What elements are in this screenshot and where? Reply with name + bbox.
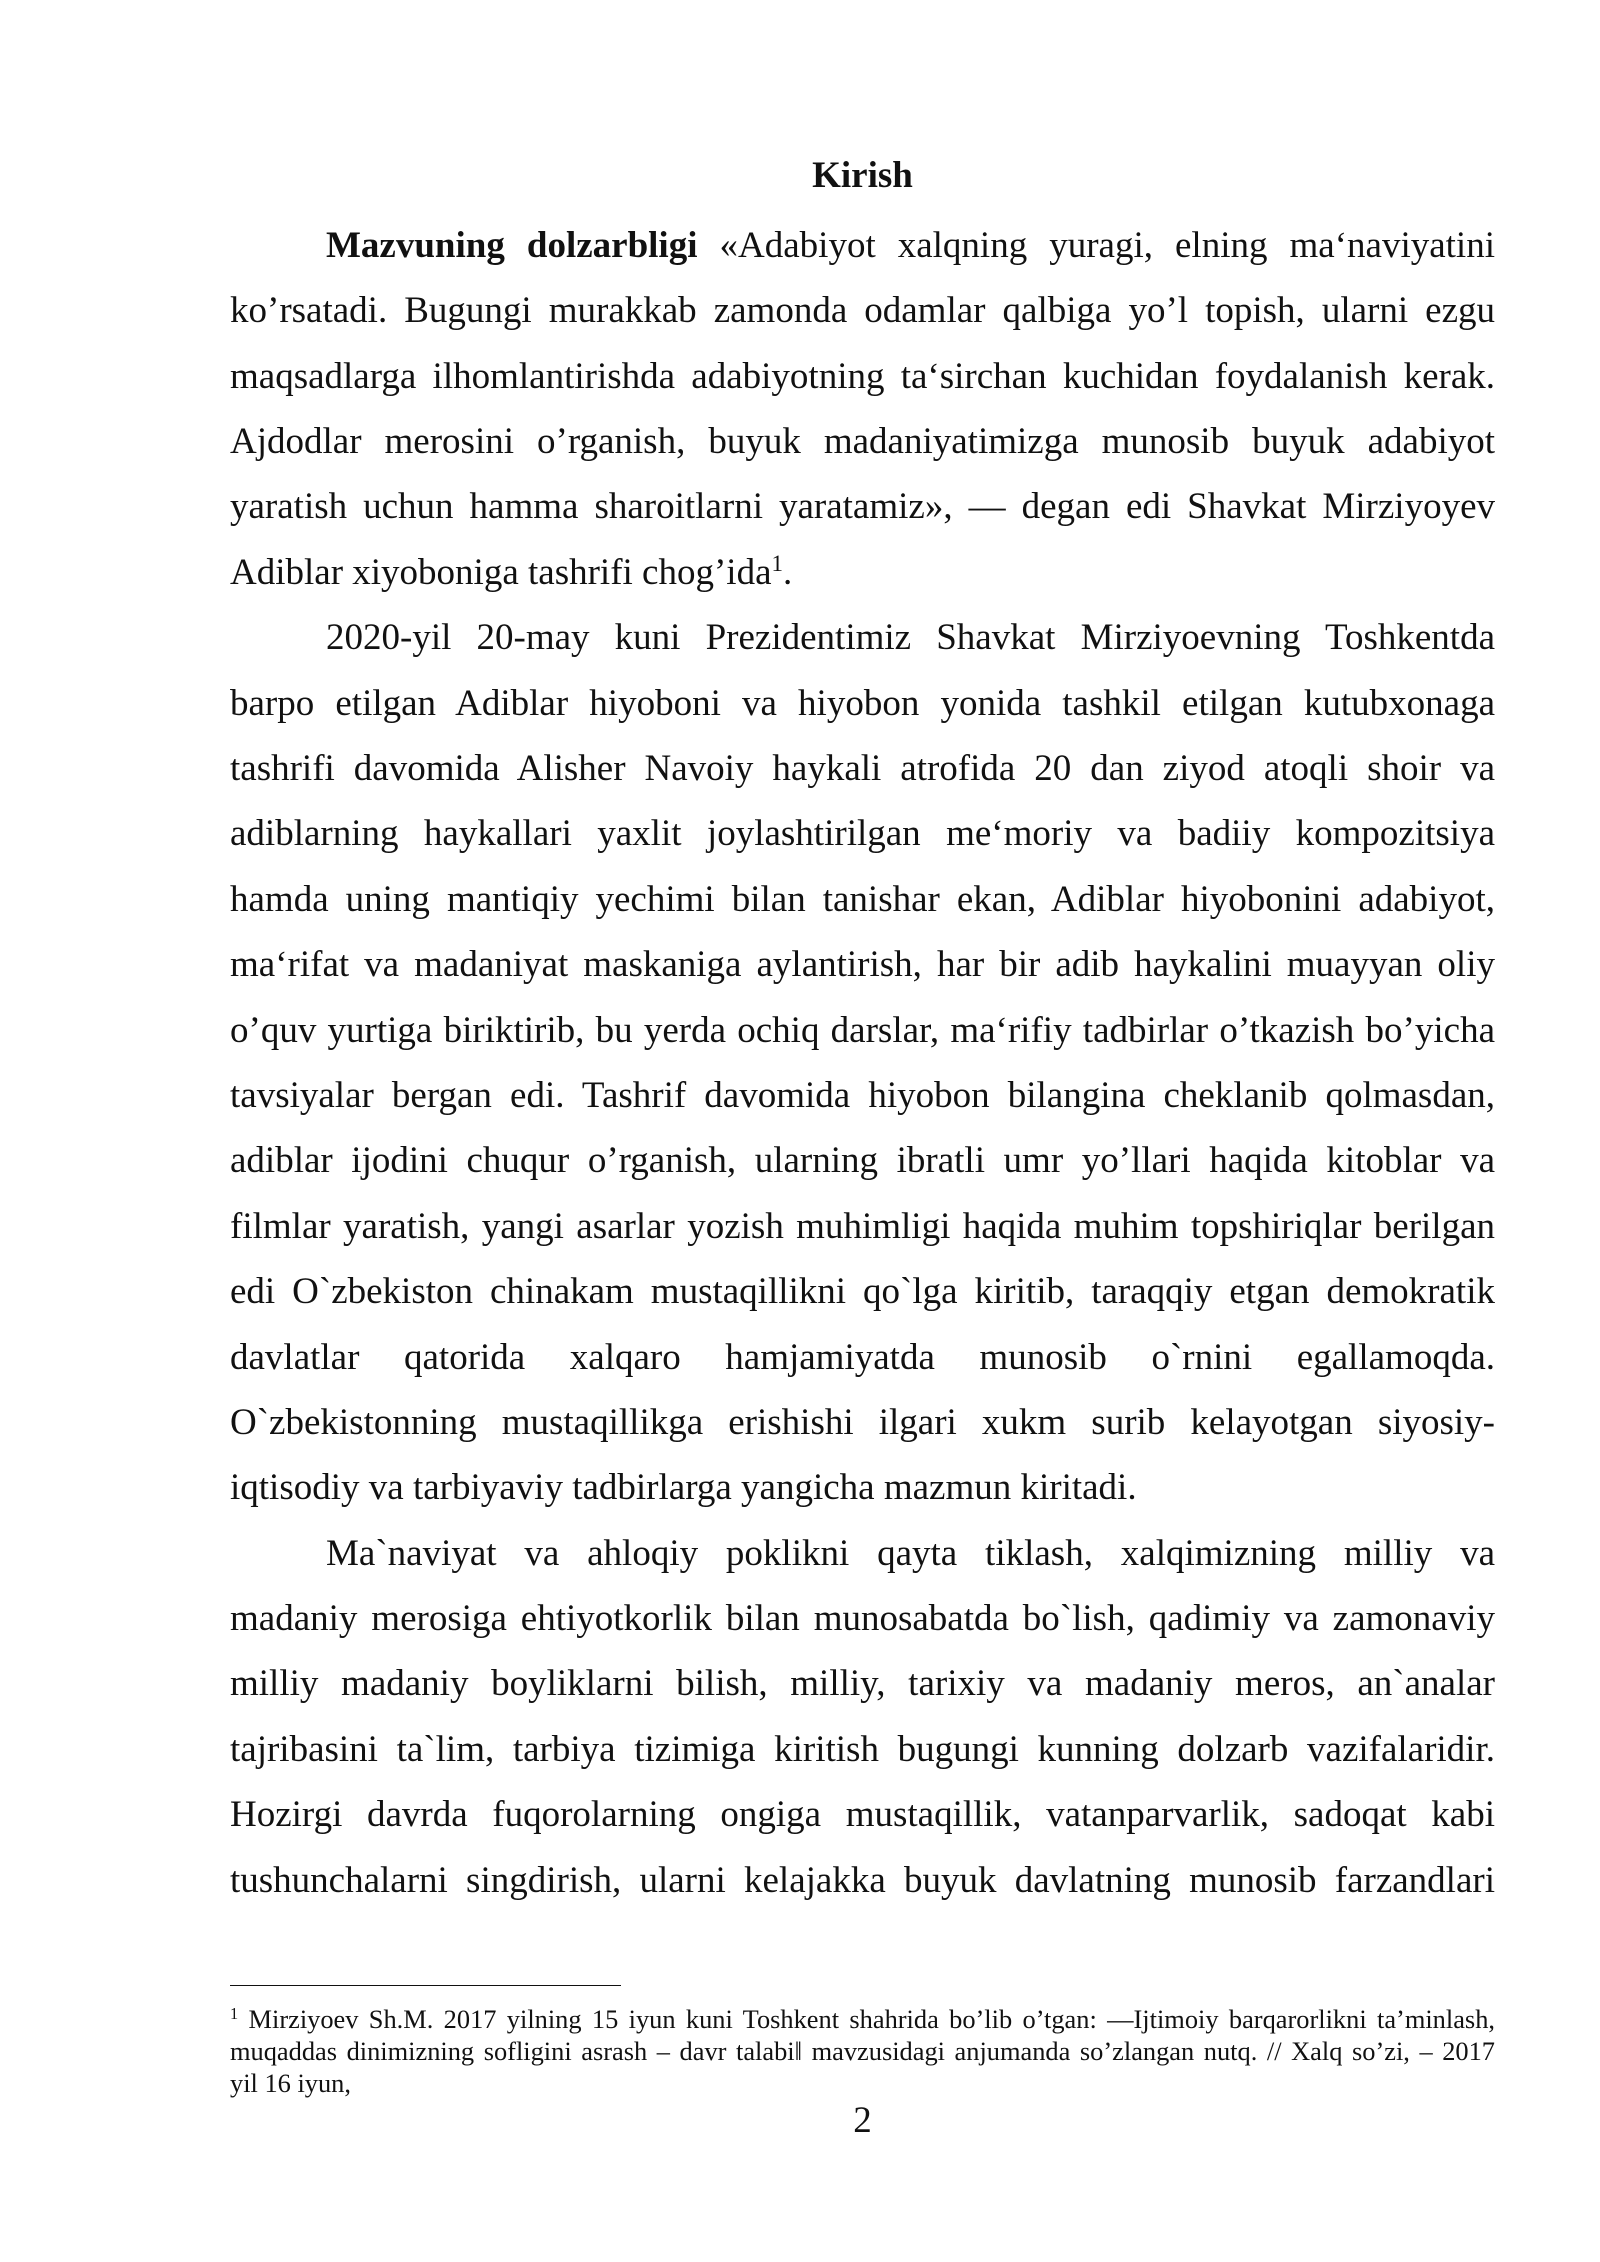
paragraph-line: O`zbekistonning mustaqillikga erishishi ilgari xukm surib kelayotgan siyosiy- — [230, 1401, 1495, 1443]
paragraph-line: ma‘rifat va madaniyat maskaniga aylantirish, har bir adib haykalini muayyan oliy — [230, 944, 1495, 986]
text-column — [230, 143, 1495, 1913]
footnote-line — [230, 2003, 1495, 2035]
page-number: 2 — [853, 2100, 872, 2141]
section-title: Kirish — [812, 155, 913, 196]
paragraph-line: iqtisodiy va tarbiyaviy tadbirlarga yangicha mazmun kiritadi. — [230, 1467, 1137, 1509]
footnote — [230, 2003, 1495, 2099]
paragraph-line: 2020-yil 20-may kuni Prezidentimiz Shavkat Mirziyoevning Toshkentda — [326, 617, 1495, 659]
paragraph-line: milliy madaniy boyliklarni bilish, milliy, tarixiy va madaniy meros, an`analar — [230, 1663, 1495, 1705]
footnote-reference[interactable]: 1 — [771, 551, 783, 577]
footnote-separator — [230, 1985, 621, 1986]
paragraph-line: maqsadlarga ilhomlantirishda adabiyotning ta‘sirchan kuchidan foydalanish kerak. — [230, 355, 1495, 397]
paragraph-line: madaniy merosiga ehtiyotkorlik bilan munosabatda bo`lish, qadimiy va zamonaviy — [230, 1598, 1495, 1640]
footnote-line: muqaddas dinimizning sofligini asrash – davr talabi‖ mavzusidagi anjumanda so’zlangan nutq. // Xalq so’zi, – 2017 — [230, 2036, 1495, 2066]
paragraph-line: tajribasini ta`lim, tarbiya tizimiga kiritish bugungi kunning dolzarb vazifalaridir. — [230, 1728, 1495, 1770]
footnote-marker: 1 — [230, 2004, 239, 2023]
paragraph-line: ko’rsatadi. Bugungi murakkab zamonda odamlar qalbiga yo’l topish, ularni ezgu — [230, 290, 1495, 332]
line-text: «Adabiyot xalqning yuragi, elning ma‘naviyatini — [719, 224, 1495, 266]
paragraph-line: tashrifi davomida Alisher Navoiy haykali atrofida 20 dan ziyod atoqli shoir va — [230, 748, 1495, 790]
footnote-text: Mirziyoev Sh.M. 2017 yilning 15 iyun kuni Toshkent shahrida bo’lib o’tgan: ―Ijtimoiy barqarorlikni ta’minlash, — [248, 2004, 1495, 2034]
paragraph-spirituality — [230, 1521, 1495, 1913]
paragraph-visit — [230, 605, 1495, 1520]
paragraph-line: filmlar yaratish, yangi asarlar yozish muhimligi haqida muhim topshiriqlar berilgan — [230, 1205, 1495, 1247]
paragraph-line: adiblarning haykallari yaxlit joylashtirilgan me‘moriy va badiiy kompozitsiya — [230, 813, 1495, 855]
paragraph-line: Ajdodlar merosini o’rganish, buyuk madaniyatimizga munosib buyuk adabiyot — [230, 421, 1495, 463]
paragraph-line: adiblar ijodini chuqur o’rganish, ularning ibratli umr yo’llari haqida kitoblar va — [230, 1140, 1495, 1182]
paragraph-line: Ma`naviyat va ahloqiy poklikni qayta tiklash, xalqimizning milliy va — [326, 1532, 1495, 1574]
footnote-line: yil 16 iyun, — [230, 2068, 351, 2098]
paragraph-line: tavsiyalar bergan edi. Tashrif davomida hiyobon bilangina cheklanib qolmasdan, — [230, 1074, 1495, 1116]
paragraph-line: edi O`zbekiston chinakam mustaqillikni qo`lga kiritib, taraqqiy etgan demokratik — [230, 1271, 1495, 1313]
paragraph-line: Hozirgi davrda fuqorolarning ongiga mustaqillik, vatanparvarlik, sadoqat kabi — [230, 1794, 1495, 1836]
paragraph-line: o’quv yurtiga biriktirib, bu yerda ochiq darslar, ma‘rifiy tadbirlar o’tkazish bo’yicha — [230, 1009, 1495, 1051]
paragraph-line: tushunchalarni singdirish, ularni kelajakka buyuk davlatning munosib farzandlari — [230, 1859, 1495, 1901]
line-text: Adiblar xiyoboniga tashrifi chog’ida — [230, 551, 772, 593]
paragraph-line — [230, 213, 1495, 278]
paragraph-line: hamda uning mantiqiy yechimi bilan tanishar ekan, Adiblar hiyobonini adabiyot, — [230, 878, 1495, 920]
paragraph-line — [230, 540, 1495, 605]
line-end: . — [782, 551, 793, 593]
paragraph-line: yaratish uchun hamma sharoitlarni yaratamiz», — degan edi Shavkat Mirziyoyev — [230, 486, 1495, 528]
paragraph-line: barpo etilgan Adiblar hiyoboni va hiyobon yonida tashkil etilgan kutubxonaga — [230, 682, 1495, 724]
paragraph-relevance — [230, 213, 1495, 605]
paragraph-line: davlatlar qatorida xalqaro hamjamiyatda munosib o`rnini egallamoqda. — [230, 1336, 1495, 1378]
lead-heading: Mazvuning dolzarbligi — [326, 224, 698, 266]
